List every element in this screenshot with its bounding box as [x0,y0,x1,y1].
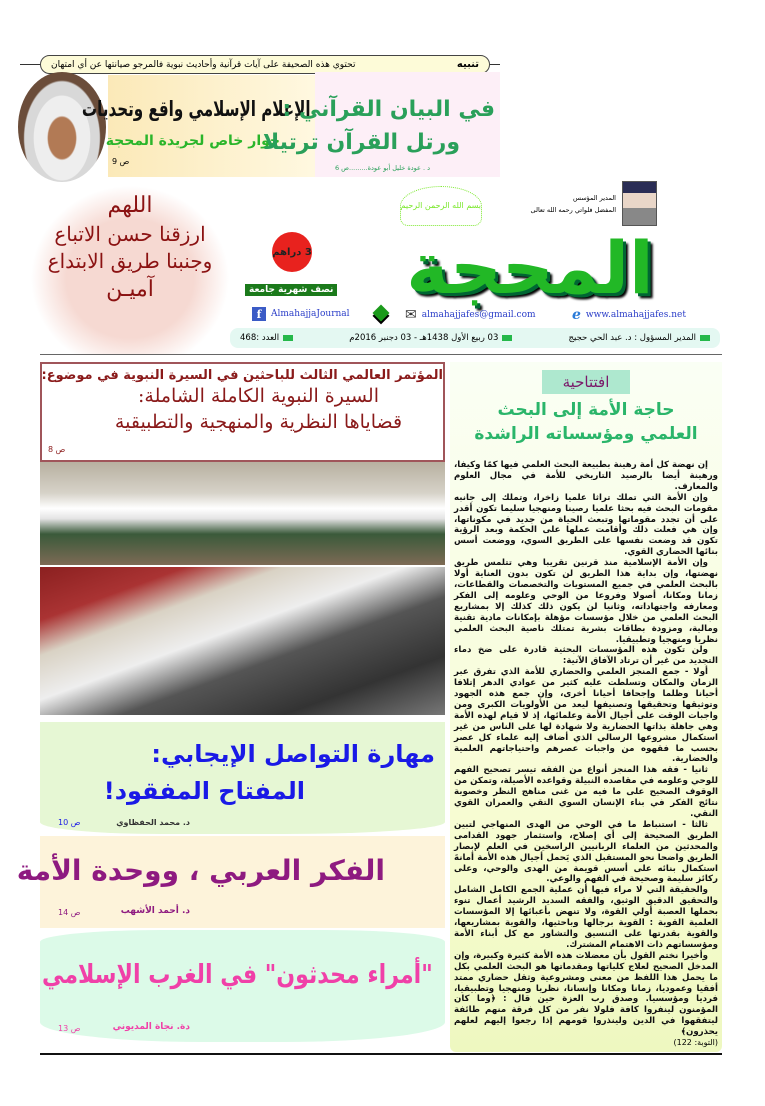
basmala-calligraphy: بسم الله الرحمن الرحيم [400,186,482,226]
quran-subtitle: ورتل القرآن ترتيلا [262,130,460,155]
article-subtitle: المفتاح المفقود! [103,777,305,805]
editorial-paragraph: وأخيرا نختم القول بأن معضلات هذه الأمة كثيرة وكبيرة، وإن المدخل الصحيح لعلاج كلياتها ومقدماتها هو البحث العلمي بكل ما يحمل هذا اللفظ من معنى ومشروعية وثقل حضاري ممتد أفقيا وعموديا، زمانا ومكانا وإنسانا، نظريا ومنهجيا وتطبيقيا، فرديا ومؤسسيا. وصدق رب العزة حين قال : ﴿وما كان المؤمنون لينفروا كافة فلولا نفر من كل فرقة منهم طائفة ليتفقهوا في الدين ولينذروا قومهم إذا رجعوا إليهم لعلهم يحذرون﴾ [454,950,718,1038]
bullet-icon [700,335,710,341]
email-link[interactable] [405,307,536,323]
editorial-title-line: العلمي ومؤسساته الراشدة [474,424,698,444]
article-princes[interactable] [40,930,445,1042]
founder-name: المفضل فلواتي رحمه الله تعالى [530,206,616,214]
founder-title: المدير المؤسس [572,194,616,202]
notice-text: تحتوي هذه الصحيفة على آيات قرآنية وأحاديث نبوية فالمرجو صيانتها عن أي امتهان [51,59,356,70]
facebook-handle: AlmahajjaJournal [271,309,350,319]
prayer-line: وجنبنا طريق الابتداع [47,248,213,273]
price-badge: 3 دراهم [272,232,312,272]
facebook-link[interactable] [252,307,350,321]
article-author: دة. نجاة المديوني [112,1022,190,1032]
interviewee-photo [18,72,106,182]
bullet-icon [502,335,512,341]
website-url: www.almahajjafes.net [585,310,686,320]
browser-icon: e [572,307,581,323]
article-author: د. أحمد الأشهب [120,906,190,916]
quran-banner[interactable] [262,72,500,177]
info-bar [230,328,720,348]
editorial-title [450,398,722,446]
conference-panel-photo [40,462,445,565]
interview-banner[interactable] [82,75,315,177]
prayer-image [30,185,230,355]
article-page: ص 13 [58,1024,81,1033]
editorial-title-line: حاجة الأمة إلى البحث [497,400,675,420]
editorial-body [450,446,722,1047]
article-title: "أمراء محدثون" في الغرب الإسلامي [42,960,433,990]
notice-label: تنبيه [456,59,479,70]
quran-title: في البيان القرآني : [282,97,495,122]
tagline: نصف شهرية جامعة [245,284,337,296]
article-title: مهارة التواصل الإيجابي: [151,740,435,768]
editorial-paragraph: والحقيقة التي لا مراء فيها أن عملية الجمع الكامل الشامل والتحقيق الدقيق الوثيق، والفقه السديد الرشيد أعمال تنوء بحملها العصبة أولي القوة، ولا تنهض بأعبائها إلا المؤسسات العلمية القوية : القوية برجالها وباحثيها، والقوية بمشاريعها، والقوية بقدرتها على التنسيق والتشاور مع كل أبناء الأمة ومؤسساتهم ذات الاهتمام المشترك. [454,885,718,950]
bullet-icon [283,335,293,341]
newspaper-logo: المحجة [406,226,654,310]
editorial-paragraph: ثالثا - استنباط ما في الوحي من الهدى المنهاجي لتبين الطريق الصحيحة إلى أي إصلاح، واستثمار جهود القدامى والمحدثين من العلماء الربانيين الراسخين في العلم لإبصار الطريق واضحا نحو المستقبل الذي يَحمل أجيال هذه الأمة أمانةَ استكمال بنائه على أسس قويمة من الهدى والوحي، وعلى ركائز سليمة وصحيحة في الفهم والوعي. [454,819,718,885]
article-communication[interactable] [40,722,445,834]
quran-author: د . عودة خليل أبو عودة.........ص 6 [334,164,430,172]
email-icon: ✉ [405,307,417,323]
issue-number: العدد :468 [240,333,280,343]
prayer-line: ارزقنا حسن الاتباع [54,221,206,246]
article-page: ص 10 [58,818,81,827]
interview-title: الإعلام الإسلامي واقع وتحديات [82,97,311,121]
article-title: الفكر العربي ، ووحدة الأمة [16,854,385,887]
editorial-paragraph: ولن تكون هذه المؤسسات البحثية قادرة على ضخ دماء التجديد من غير أن ترتاد الآفاق الآتية: [454,645,718,667]
founder-photo [622,181,657,226]
conference-box[interactable] [40,362,445,462]
editorial-column [450,362,722,1052]
conference-title-1: السيرة النبوية الكاملة الشاملة: [138,385,379,407]
conference-heading: المؤتمر العالمي الثالث للباحثين في السيرة النبوية في موضوع: [41,368,443,383]
conference-title-2: قضاياها النظرية والمنهجية والتطبيقية [114,411,403,433]
diamond-ornament [373,305,390,322]
article-page: ص 14 [58,908,81,917]
interview-page: ص 9 [112,157,130,166]
editorial-paragraph: أولا - جمع المنجز العلمي والحضاري للأمة الذي تفرق عبر الزمان والمكان وتسلطت عليه كثير من عوادي الدهر إتلافا أحيانا وظلما وإجحافا أحيانا أخرى، وإن جمع هذه الجهود وتوثيقها وتحقيقها وتصنيفها ليعد من الأولويات الكبرى ومن واجبات الوقت على أجيال الأمة وعلمائها، إذ لا قيام لهذه الأمة وهي جاهلة بذاتها الحضارية ولا شهادة لها على الناس من غير استكمال مشروعها الرسالي الذي أضاف إليه علماء كل عصر بحسب ما فقهوه من واجبات عصرهم واحتياجاتهم العلمية والحضارية. [454,667,718,765]
conference-audience-photo [40,567,445,715]
editorial-paragraph: ثانيا - فقه هذا المنجز أنواع من الفقه تيسر تصحيح الفهم للوحي وعلومه في مقاصده النبيلة وقواعده الأصيلة، وتمكن من الوقوف الصحيح على ما فيه من غنى مناهج النظر وخصوبة نتائج الفكر في بناء الإنسان السوي التقي والعمران القوي النقي. [454,765,718,819]
editorial-paragraph: إن نهضة كل أمة رهينة بطبيعة البحث العلمي فيها كمًا وكيفا، ورهينة أيضا بالرصيد التاريخي للأمة في مجال العلوم والمعارف. [454,460,718,492]
editorial-citation: (التوبة: 122) [673,1038,718,1048]
editorial-paragraph: وإن الأمة التي تملك تراثا علميا زاخرا، وتملك إلى جانبه مقومات البحث فيه بحثا علميا رصينا ومنهجيا سليما تكون أقدر على أن تجدد مقوماتها وتبعث الحياة من جديد في مكوناتها، وإن هي فعلت ذلك وأقامت عملها على الحكمة وبعد الرؤية تكون قد وضعت نفسها على الطريق السوي، ووضعت أسس بنائها الحضاري القوي. [454,492,718,558]
issue-date: 03 ربيع الأول 1438هـ - 03 دجنبر 2016م [349,333,499,343]
prayer-line: اللهم [107,193,153,218]
conference-page: ص 8 [48,445,66,454]
interview-subtitle: حوار خاص لجريدة المحجة [105,133,280,149]
director: المدير المسؤول : د. عبد الحي حجيج [568,333,696,343]
editorial-label: افتتاحية [542,370,630,394]
prayer-line: آميـن [106,276,154,302]
facebook-icon: f [252,307,266,321]
article-arab-thought[interactable] [16,836,445,928]
email-address: almahajjafes@gmail.com [421,310,536,320]
founder-caption [492,192,616,216]
website-link[interactable] [572,307,686,323]
editorial-paragraph: وإن الأمة الإسلامية منذ قرنين تقريبا وهي تتلمس طريق نهضتها، وإن بداية هذا الطريق لن تكون بدون العناية أولا بالبحث العلمي في جميع المستويات والتخصصات والقطاعات، زمانا ومكانا، أصولا وفروعا من الوحي وعلومه إلى الفكر ومعارفه واجتهاداته، وثانيا لن يكون ذلك كذلك إلا بمشاريع البحث العلمي من خلال مؤسسات مؤهلة بإمكانات مادية تقنية ومالية، ومزودة بطاقات بشرية تمتلك ناصية البحث العلمي نظريا ومنهجيا وتطبيقيا. [454,558,718,645]
article-author: د. محمد الحفظاوي [116,818,190,827]
